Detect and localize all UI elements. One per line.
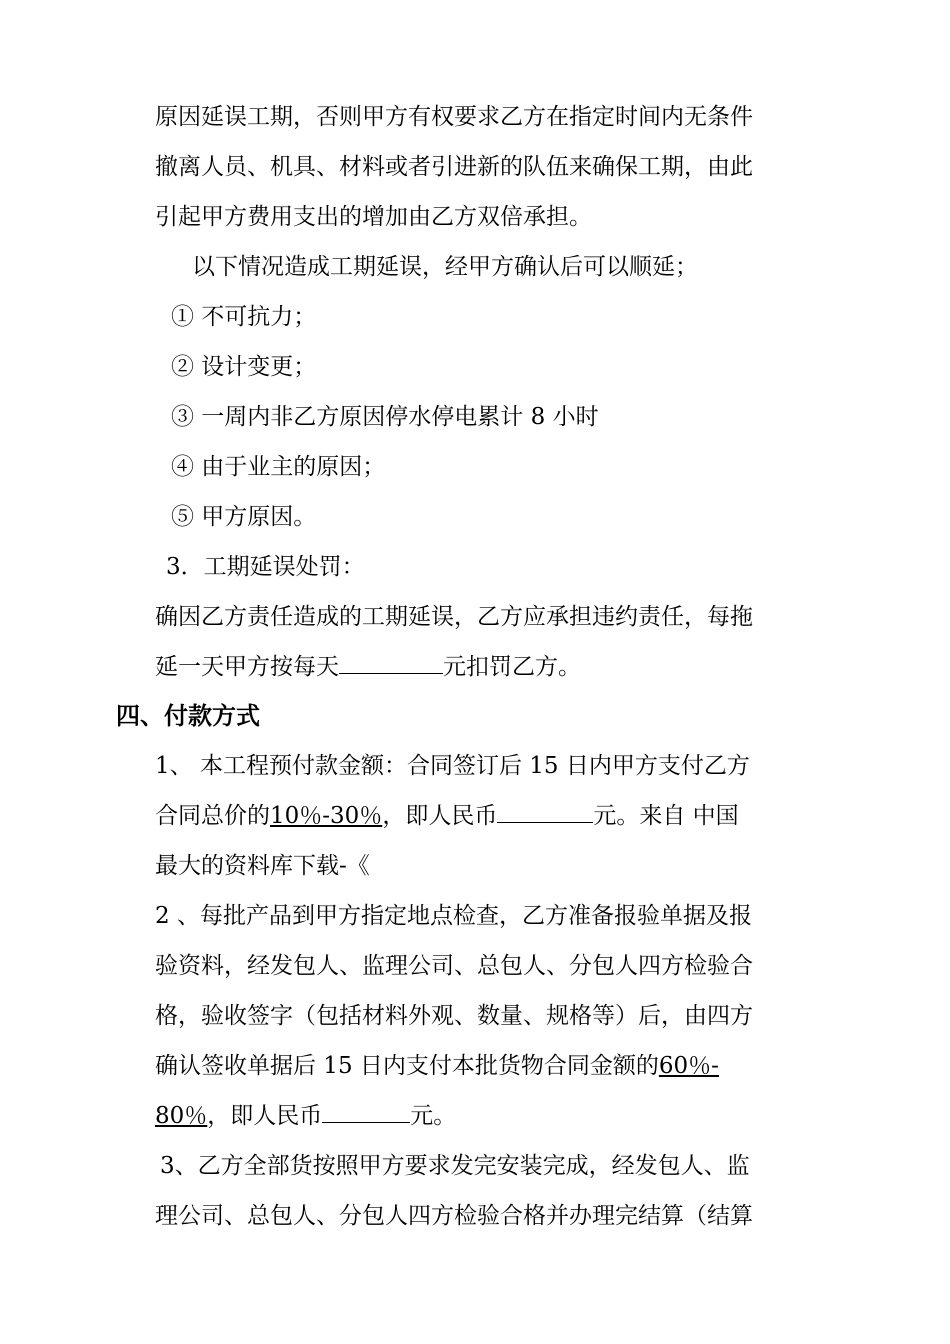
paragraph-line: 以下情况造成工期延误，经甲方确认后可以顺延；: [192, 254, 698, 280]
list-item: ② 设计变更；: [171, 354, 317, 380]
fill-blank: [322, 1102, 410, 1123]
paragraph-line: 2 、每批产品到甲方指定地点检查，乙方准备报验单据及报: [155, 903, 752, 929]
section-heading: 四、付款方式: [116, 702, 260, 730]
list-item: ③ 一周内非乙方原因停水停电累计 8 小时: [171, 404, 599, 430]
paragraph-line: [155, 801, 739, 831]
underlined-text: 80％: [155, 1103, 208, 1129]
paragraph-line: 3、乙方全部货按照甲方要求发完安装完成，经发包人、监: [160, 1153, 750, 1179]
paragraph-line: [155, 1051, 719, 1081]
line-text: 元。: [410, 1103, 457, 1129]
paragraph-line: 撤离人员、机具、材料或者引进新的队伍来确保工期，由此: [155, 154, 753, 180]
paragraph-line: 验资料，经发包人、监理公司、总包人、分包人四方检验合: [155, 953, 753, 979]
line-text: ，即人民币: [207, 1103, 323, 1129]
line-text: 元扣罚乙方。: [443, 654, 581, 680]
line-text: 确认签收单据后 15 日内支付本批货物合同金额的: [155, 1053, 659, 1079]
line-text: 元。来自 中国: [593, 803, 739, 829]
paragraph-line: 原因延误工期，否则甲方有权要求乙方在指定时间内无条件: [155, 104, 753, 130]
paragraph-line: 格，验收签字（包括材料外观、数量、规格等）后，由四方: [155, 1003, 753, 1029]
fill-blank: [497, 802, 593, 823]
paragraph-line: 1、 本工程预付款金额：合同签订后 15 日内甲方支付乙方: [155, 753, 750, 779]
subsection-heading: 3．工期延误处罚：: [166, 554, 365, 580]
paragraph-line: 确因乙方责任造成的工期延误，乙方应承担违约责任，每拖: [155, 604, 753, 630]
line-text: 延一天甲方按每天: [155, 654, 339, 680]
fill-blank: [339, 653, 443, 674]
list-item: ④ 由于业主的原因；: [171, 454, 386, 480]
list-item: ⑤ 甲方原因。: [171, 504, 317, 530]
underlined-text: 10％-30％: [270, 803, 383, 829]
line-text: 合同总价的: [155, 803, 270, 829]
paragraph-line: 最大的资料库下载-《: [155, 853, 370, 879]
paragraph-line: 理公司、总包人、分包人四方检验合格并办理完结算（结算: [155, 1203, 753, 1229]
list-item: ① 不可抗力；: [171, 304, 317, 330]
line-text: ，即人民币: [382, 803, 498, 829]
paragraph-line: [155, 1101, 456, 1131]
paragraph-line: 引起甲方费用支出的增加由乙方双倍承担。: [155, 204, 592, 230]
paragraph-line: [155, 652, 581, 682]
underlined-text: 60％-: [658, 1053, 719, 1079]
